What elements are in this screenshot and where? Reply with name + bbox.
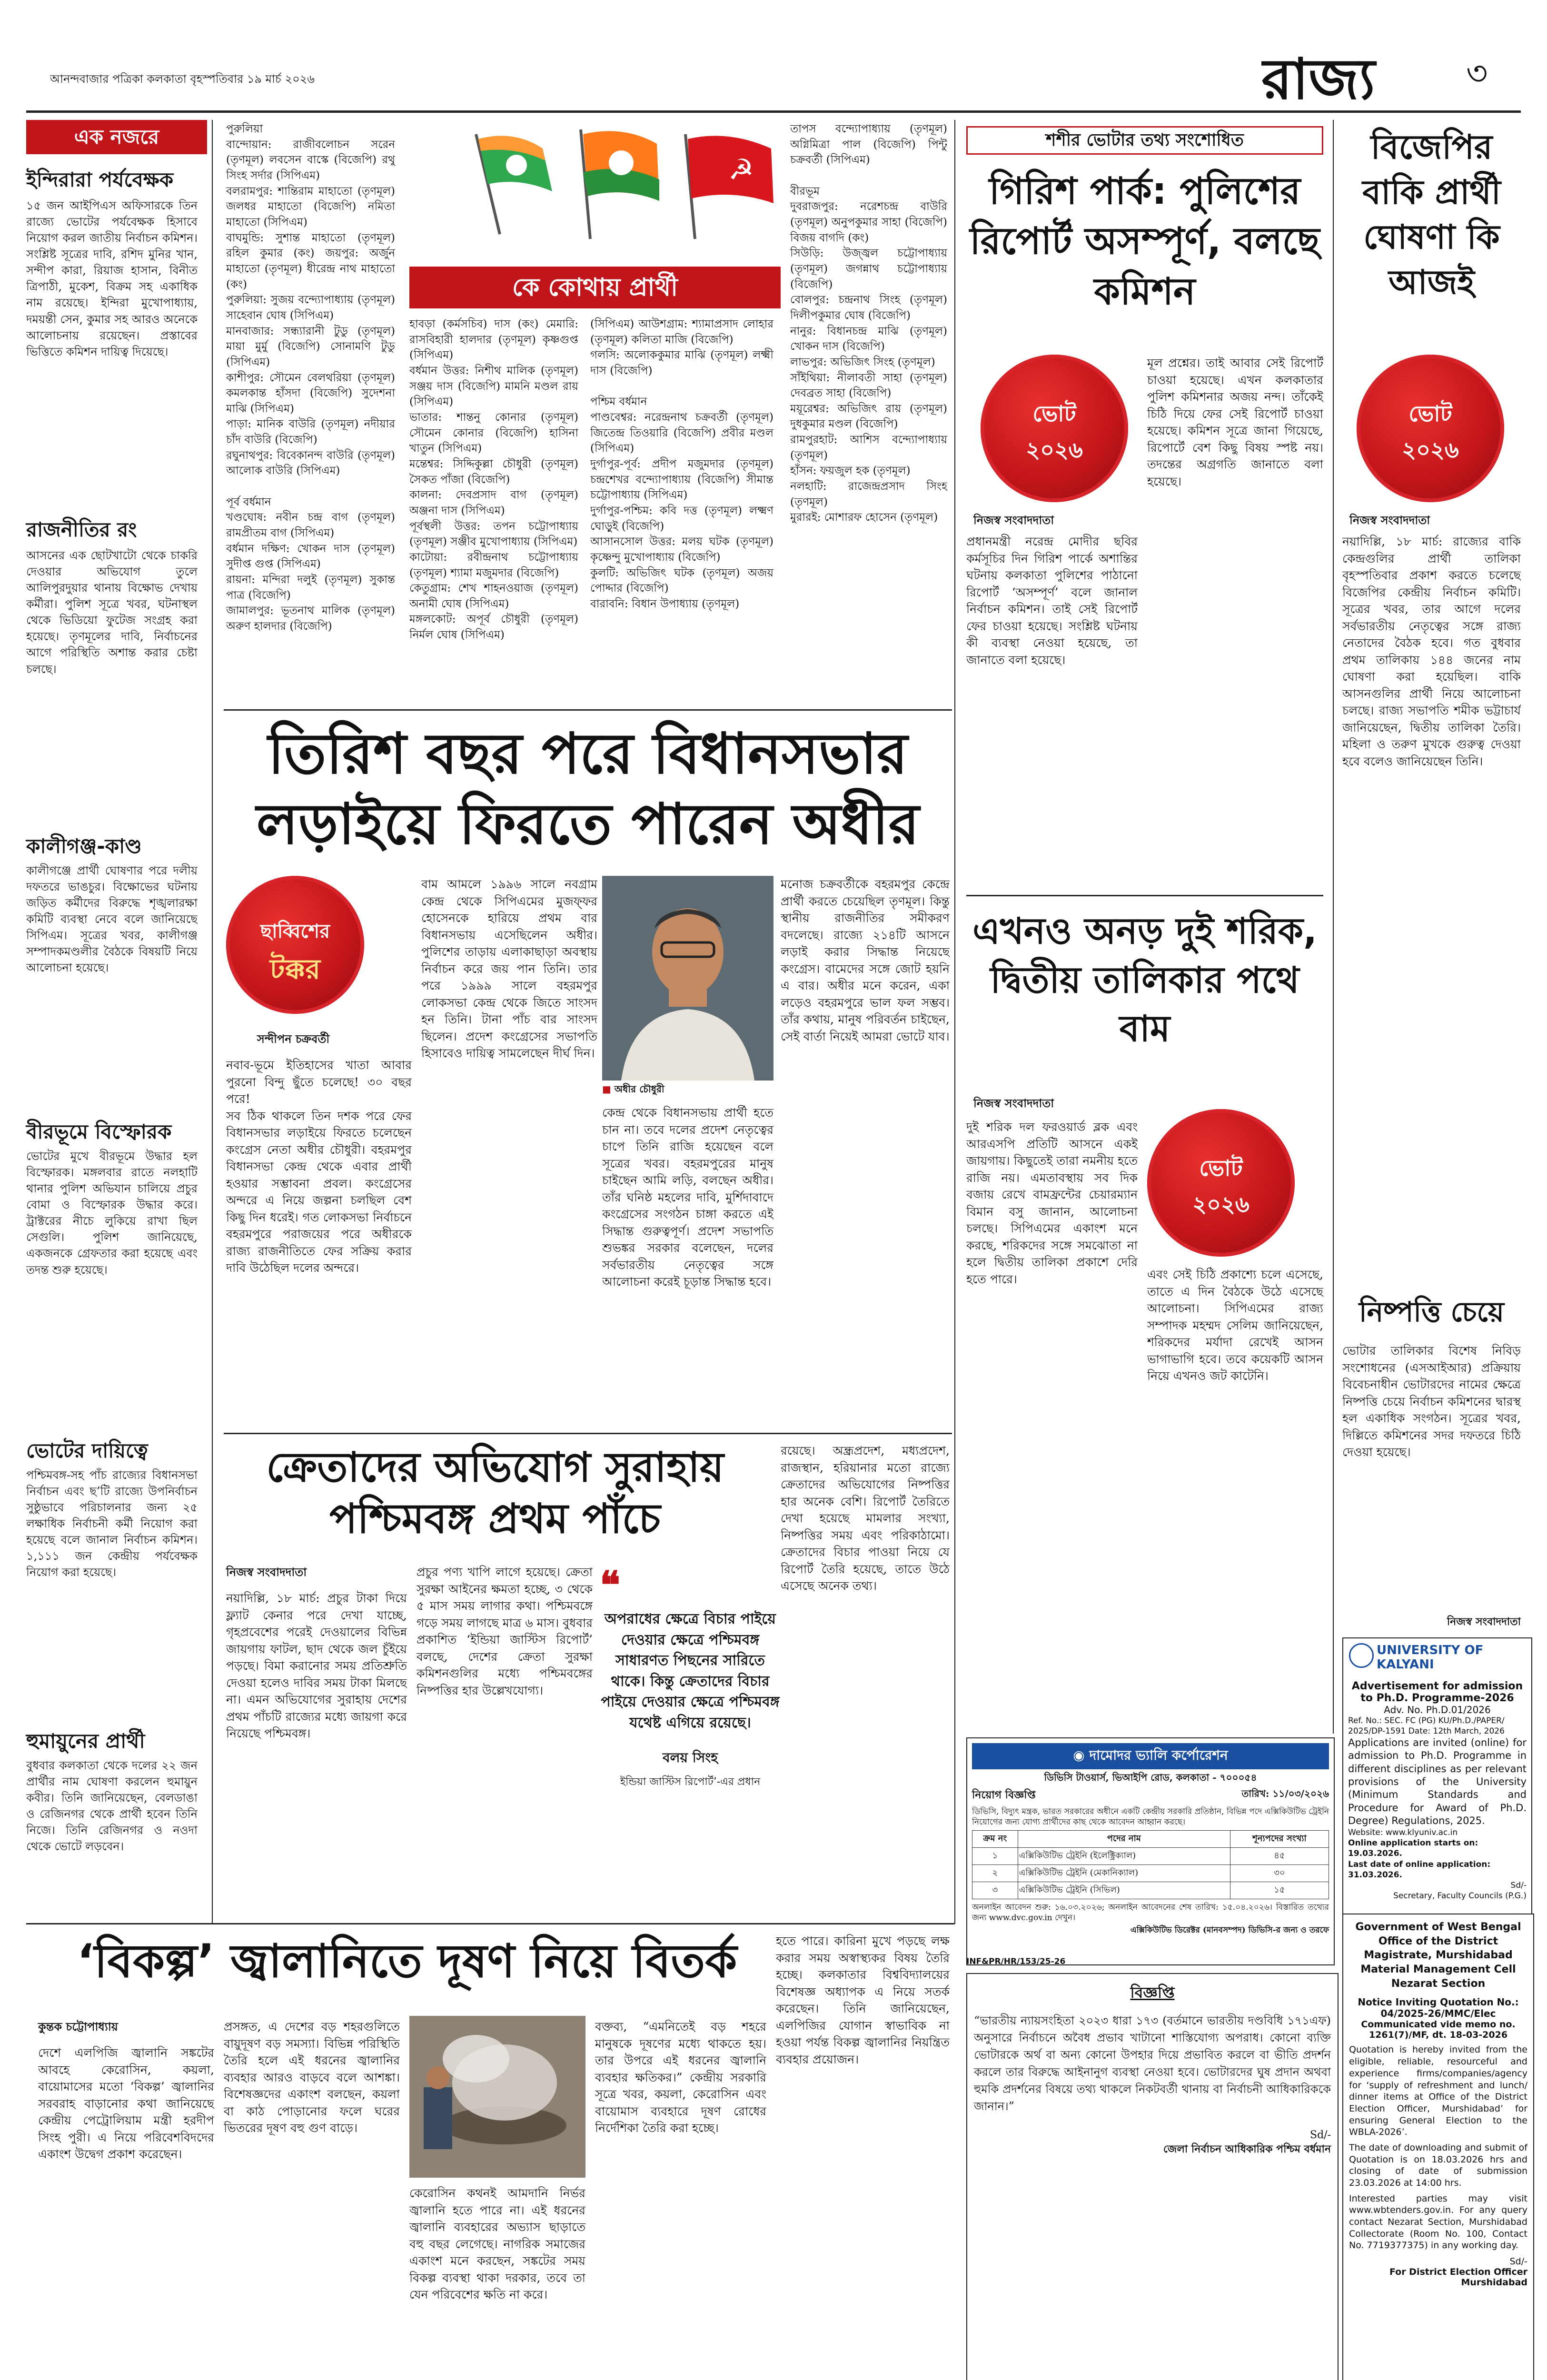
table-cell: ৩ (972, 1882, 1018, 1899)
consumer-headline: ক্রেতাদের অভিযোগ সুরাহায় পশ্চিমবঙ্গ প্রথম পাঁচে (266, 1444, 724, 1543)
svg-text:☭: ☭ (728, 153, 754, 187)
sidebar-body-2: আসনের এক ছোটখাটো থেকে চাকরি দেওয়ার অভিযোগ তুলে আলিপুরদুয়ার থানায় বিক্ষোভ দেখায় কর্মীরা। পুলিশ সূত্রে খবর, ঘটনাস্থল থেকে ভিডিয়ো ফুটেজ সংগ্রহ করা হয়েছে। তৃণমূলের দাবি, নির্বাচনের আগে পরিস্থিতি অশান্ত করার চেষ্টা চলছে। (26, 549, 198, 676)
bikalpa-col-a: দেশে এলপিজি জ্বালানি সঙ্কটের আবহে কেরোসিন, কয়লা, বায়োমাসের মতো ‘বিকল্প’ জ্বালানির সরবরাহ বাড়ানোর কথা জানিয়েছে কেন্দ্রীয় পেট্রোলিয়াম মন্ত্রী হরদীপ সিংহ পুরী। এ নিয়ে পরিবেশবিদদের একাংশ উদ্বেগ প্রকাশ করেছেন। (38, 2046, 214, 2161)
seal-kicker-bottom: টক্কর (269, 953, 321, 985)
murshidabad-ad-line-7: For District Election Officer Murshidabad (1389, 2267, 1527, 2288)
kalyani-ad (1342, 1637, 1532, 1915)
sidebar-heading-5: ভোটের দায়িত্বে (26, 1439, 148, 1462)
seal-text-vote: ভোট (1408, 401, 1452, 426)
sidebar-body-5: পশ্চিমবঙ্গ-সহ পাঁচ রাজ্যের বিধানসভা নির্বাচন এবং ছ’টি রাজ্যে উপনির্বাচন সুষ্ঠুভাবে পরিচালনার জন্য ২৫ লক্ষাধিক নির্বাচনী কর্মী নিয়োগ করা হয়েছে বলে জানাল নির্বাচন কমিশন। ১,১১১ জন কেন্দ্রীয় পর্যবেক্ষক নিয়োগ করা হয়েছে। (26, 1468, 198, 1579)
consumer-col-a: নয়াদিল্লি, ১৮ মার্চ: প্রচুর টাকা দিয়ে ফ্ল্যাট কেনার পরে দেখা যাচ্ছে, গৃহপ্রবেশের পরেই দেওয়ালের বিভিন্ন জায়গায় ফাটল, ছাদ থেকে জল চুঁইয়ে পড়ছে। বিমা করানোর সময় প্রতিশ্রুতি দেওয়া হলেও দাবির সময় টাকা মিলছে না। এমন অভিযোগের সুরাহায় দেশের প্রথম পাঁচটি রাজ্যের মধ্যে জায়গা করে নিয়েছে পশ্চিমবঙ্গ। (226, 1591, 407, 1740)
adhir-byline: সন্দীপন চক্রবর্তী (257, 1032, 330, 1046)
kalyani-ad-line-8: Last date of online application: 31.03.2026. (1348, 1859, 1491, 1880)
sidebar-body-3: কালীগঞ্জে প্রার্থী ঘোষণার পরে দলীয় দফতরে ভাঙচুর। বিক্ষোভের ঘটনায় জড়িত কর্মীদের বিরুদ্ধে শৃঙ্খলারক্ষা কমিটি ব্যবস্থা নেবে বলে জানিয়েছে সিপিএম। সূত্রের খবর, কালীগঞ্জ সম্পাদকমণ্ডলীর বৈঠকে বিষয়টি নিয়ে আলোচনা হয়েছে। (26, 864, 198, 975)
bjp-body: নয়াদিল্লি, ১৮ মার্চ: রাজ্যের বাকি কেন্দ্রগুলির প্রার্থী তালিকা বৃহস্পতিবার প্রকাশ করতে চলেছে বিজেপির কেন্দ্রীয় নির্বাচন কমিটি। সূত্রের খবর, তার আগে দলের সর্বভারতীয় নেতৃত্বের সঙ্গে রাজ্য নেতাদের বৈঠক হবে। গত বুধবার প্রথম তালিকায় ১৪৪ জনের নাম ঘোষণা করা হয়েছিল। বাকি আসনগুলির প্রার্থী নিয়ে আলোচনা চলছে। রাজ্য সভাপতি শমীক ভট্টাচার্য জানিয়েছেন, দ্বিতীয় তালিকা তৈরি। মহিলা ও তরুণ মুখকে গুরুত্ব দেওয়া হবে বলেও জানিয়েছেন তিনি। (1342, 535, 1521, 768)
sidebar-heading-4: বীরভূমে বিস্ফোরক (26, 1120, 172, 1143)
sidebar-body-1: ১৫ জন আইপিএস অফিসারকে তিন রাজ্যে ভোটের পর্যবেক্ষক হিসাবে নিয়োগ করল জাতীয় নির্বাচন কমিশন। সংশ্লিষ্ট সূত্রের দাবি, রশিদ মুনির খান, সন্দীপ কারা, রিয়াজ হাসান, বিনীত ত্রিপাঠী, মুকেশ, বিক্রম সহ একাধিক নাম রয়েছে। ইন্দিরা মুখোপাধ্যায়, দময়ন্তী সেন, কুমার সহ আরও অনেকে আলোচনায় রয়েছেন। প্রস্তাবের ভিত্তিতে কমিশন দায়িত্ব দিয়েছে। (26, 199, 198, 358)
dvc-ad (966, 1737, 1335, 1965)
nishpatti-body: ভোটার তালিকার বিশেষ নিবিড় সংশোধনের (এসআইআর) প্রক্রিয়ায় বিবেচনাধীন ভোটারদের নামের ক্ষেত্রে নিষ্পত্তি চেয়ে নির্বাচন কমিশনের দ্বারস্থ হল একাধিক সংগঠন। সূত্রের খবর, দিল্লিতে কমিশনের সদর দফতরে চিঠি দেওয়া হয়েছে। (1342, 1344, 1521, 1459)
adhir-photo-caption: ■ অধীর চৌধুরী (602, 1083, 664, 1095)
consumer-quote-role: ইন্ডিয়া জাস্টিস রিপোর্ট’-এর প্রধান (620, 1776, 761, 1788)
seal-text-year: ২০২৬ (1402, 437, 1459, 463)
bikalpa-col-d: বক্তব্য, “এমনিতেই বড় শহরে মানুষকে দূষণের মধ্যে থাকতে হয়। তার উপরে এই ধরনের জ্বালানি ব্যবহার ক্ষতিকর।” কেন্দ্রীয় সরকারি সূত্রে খবর, কয়লা, কেরোসিন এবং বায়োমাস ব্যবহারে দূষণ রোধের নির্দেশিকা তৈরি করা হচ্ছে। (595, 2020, 766, 2135)
notice-signature-mark: Sd/- (1310, 2129, 1331, 2141)
murshidabad-ad-line-4: The date of downloading and submit of Quotation is on 18.03.2026 hrs and closing of date of submission 23.03.2026 at 14:00 hrs. (1349, 2142, 1527, 2188)
table-cell: ১ (972, 1848, 1018, 1865)
murshidabad-ad-line-5: Interested parties may visit www.wbtenders.gov.in. For any query contact Nezarat Section, Murshidabad Collectorate (Room No. 100, Contact No. 7719377375) in any working day. (1349, 2193, 1527, 2251)
kalyani-ad-line-4: Ref. No.: SEC. FC (PG) KU/Ph.D./PAPER/ 2025/DP-1591 Date: 12th March, 2026 (1348, 1716, 1505, 1736)
ec-bottom-rule (966, 895, 1323, 896)
kalyani-ad-line-7: Online application starts on: 19.03.2026. (1348, 1838, 1478, 1859)
murshidabad-ad-line-2: Communicated vide memo no. 1261(7)/MF, dt. 18-03-2026 (1361, 2019, 1516, 2041)
consumer-quote-text: অপরাধের ক্ষেত্রে বিচার পাইয়ে দেওয়ার ক্ষেত্রে পশ্চিমবঙ্গ সাধারণত পিছনের সারিতে থাকে। কিন্তু ক্রেতাদের বিচার পাইয়ে দেওয়ার ক্ষেত্রে পশ্চিমবঙ্গ যথেষ্ট এগিয়ে রয়েছে। (601, 1611, 780, 1731)
bjp-byline: নিজস্ব সংবাদদাতা (1349, 514, 1430, 527)
bikalpa-headline: ‘বিকল্প’ জ্বালানিতে দূষণ নিয়ে বিতর্ক (77, 1934, 737, 1988)
left-front-headline: এখনও অনড় দুই শরিক, দ্বিতীয় তালিকার পথে বাম (972, 910, 1317, 1050)
bjp-headline: বিজেপির বাকি প্রার্থী ঘোষণা কি আজই (1362, 128, 1501, 302)
table-cell: ১৫ (1230, 1882, 1329, 1899)
kalyani-ad-line-2: to Ph.D. Programme-2026 (1360, 1692, 1514, 1704)
table-cell: ৩০ (1230, 1865, 1329, 1882)
adhir-headline: তিরিশ বছর পরে বিধানসভার লড়াইয়ে ফিরতে পারেন অধীর (256, 721, 920, 857)
adhir-portrait-image (602, 876, 774, 1081)
adhir-col-a: নবাব-ভূমে ইতিহাসের খাতা আবার পুরনো বিন্দু ছুঁতে চলেছে! ৩০ বছর পরে! সব ঠিক থাকলে তিন দশক পরে ফের বিধানসভার লড়াইয়ে ফিরতে চলেছেন কংগ্রেস নেতা অধীর চৌধুরী। বহরমপুর বিধানসভা কেন্দ্র থেকে এবার প্রার্থী হওয়ার সম্ভাবনা প্রবল। কংগ্রেসের অন্দরে এ নিয়ে জল্পনা চলছিল বেশ কিছু দিন ধরেই। গত লোকসভা নির্বাচনে বহরমপুরে পরাজয়ের পরে অধীরকে রাজ্য রাজনীতিতে ফের সক্রিয় করার দাবি উঠেছিল দলের অন্দরে। (226, 1058, 412, 1275)
kalyani-ad-line-6[interactable]: Website: www.klyuniv.ac.in (1348, 1828, 1458, 1838)
ec-top-label: শশীর ভোটার তথ্য সংশোধিত (966, 126, 1323, 155)
adhir-bottom-rule (224, 1433, 952, 1434)
dvc-ad-subtitle: নিয়োগ বিজ্ঞপ্তি (972, 1789, 1036, 1801)
left-front-col-b: এবং সেই চিঠি প্রকাশ্যে চলে এসেছে, তাতে এ দিন বৈঠকে উঠে এসেছে আলোচনা। সিপিএমের রাজ্য সম্পাদক মহম্মদ সেলিম জানিয়েছেন, শরিকদের মর্যাদা রেখেই আসন ভাগাভাগি হবে। তবে কয়েকটি আসন নিয়ে এখনও জট কাটেনি। (1147, 1268, 1323, 1383)
vote-2026-seal-1 (981, 355, 1128, 502)
murshidabad-ad-line-1: Notice Inviting Quotation No.: 04/2025-26/MMC/Elec (1358, 1996, 1519, 2020)
sidebar-body-4: ভোটের মুখে বীরভূমে উদ্ধার হল বিস্ফোরক। মঙ্গলবার রাতে নলহাটি থানার পুলিশ অভিযান চালিয়ে প্রচুর বোমা ও বিস্ফোরক উদ্ধার করে। ট্রাক্টরের নীচে লুকিয়ে রাখা ছিল সেগুলি। পুলিশ জানিয়েছে, একজনকে গ্রেফতার করা হয়েছে এবং তদন্ত শুরু হয়েছে। (26, 1150, 198, 1277)
table-header-cell: ক্রম নং (972, 1831, 1018, 1848)
bikalpa-col-e: হতে পারে। কারিনা মুখে পড়ছে লক্ষ করার সময় অস্বাস্থ্যকর বিষয় তৈরি হচ্ছে। কলকাতার বিশ্ববিদ্যালয়ের বিশেষজ্ঞ অধ্যাপক এ নিয়ে সতর্ক করেছেন। তিনি জানিয়েছেন, এলপিজির যোগান স্বাভাবিক না হওয়া পর্যন্ত বিকল্প জ্বালানির নিয়ন্ত্রিত ব্যবহার প্রয়োজন। (776, 1934, 950, 2066)
kalyani-ad-line-10: Secretary, Faculty Councils (P.G.) (1393, 1891, 1527, 1901)
adhir-photo (602, 876, 774, 1081)
table-header-cell: পদের নাম (1018, 1831, 1230, 1848)
ec-headline: গিরিশ পার্ক: পুলিশের রিপোর্ট অসম্পূর্ণ, বলছে কমিশন (970, 170, 1320, 313)
sidebar-body-6: বুধবার কলকাতা থেকে দলের ২২ জন প্রার্থীর নাম ঘোষণা করলেন হুমায়ুন কবীর। তিনি জানিয়েছেন, বেলডাঙা ও রেজিনগর থেকে প্রার্থী হবেন তিনি নিজে। তিনি রেজিনগর ও নওদা থেকে ভোটে লড়বেন। (26, 1759, 198, 1854)
ec-col-b: মূল প্রশ্নের। তাই আবার সেই রিপোর্ট চাওয়া হয়েছে। এখন কলকাতার পুলিশ কমিশনার অজয় নন্দ। তাঁকেই চিঠি দিয়ে ফের সেই রিপোর্ট চাওয়া হয়েছে। কমিশন সূত্রে জানা গিয়েছে, রিপোর্টে বেশ কিছু বিষয় স্পষ্ট নয়। তদন্তের অগ্রগতি জানাতে বলা হয়েছে। (1147, 356, 1323, 488)
masthead (0, 0, 1547, 117)
vote-2026-seal-3 (1357, 355, 1504, 502)
seal-text-year: ২০২৬ (1192, 1191, 1250, 1217)
sidebar-heading-2: রাজনীতির রং (26, 518, 137, 541)
sidebar-heading-3: কালীগঞ্জ-কাণ্ড (26, 834, 142, 858)
dvc-ad-intro: ডিভিসি, বিদ্যুৎ মন্ত্রক, ভারত সরকারের অধীনে একটি কেন্দ্রীয় সরকারি প্রতিষ্ঠান, বিভিন্ন পদে এক্সিকিউটিভ ট্রেইনি নিয়োগের জন্য যোগ্য প্রার্থীদের কাছ থেকে আবেদন আহ্বান করছে। (972, 1807, 1329, 1827)
candidates-banner-graphic (400, 120, 790, 272)
left-front-byline: নিজস্ব সংবাদদাতা (973, 1097, 1054, 1110)
dvc-ad-title: ◉ দামোদর ভ্যালি কর্পোরেশন (972, 1743, 1329, 1769)
notice-signature: জেলা নির্বাচন আধিকারিক পশ্চিম বর্ধমান (1163, 2143, 1331, 2155)
table-cell: এক্সিকিউটিভ ট্রেইনি (ইলেক্ট্রিক্যাল) (1018, 1848, 1230, 1865)
nishpatti-byline: নিজস্ব সংবাদদাতা (1447, 1616, 1521, 1628)
consumer-col-b: প্রচুর পণ্য খাপি লাগে হয়েছে। ক্রেতা সুরক্ষা আইনের ক্ষমতা হচ্ছে, ৩ থেকে ৫ মাস সময় লাগার কথা। পশ্চিমবঙ্গে গড়ে সময় লাগছে মাত্র ৬ মাস। বুধবার প্রকাশিত ‘ইন্ডিয়া জাস্টিস রিপোর্ট’ বলছে, দেশের ক্রেতা সুরক্ষা কমিশনগুলির মধ্যে পশ্চিমবঙ্গের নিষ্পত্তির হার উল্লেখযোগ্য। (416, 1565, 593, 1697)
murshidabad-ad-line-6: Sd/- (1509, 2256, 1527, 2267)
candidates-col-3: (সিপিএম) আউশগ্রাম: শ্যামাপ্রসাদ লোহার (তৃণমূল) কলিতা মাজি (বিজেপি) গলসি: অলোককুমার মাঝি (তৃণমূল) লক্ষ্মী দাস (বিজেপি) পশ্চিম বর্ধমান পাণ্ডবেশ্বর: নরেন্দ্রনাথ চক্রবর্তী (তৃণমূল) জিতেন্দ্র তিওয়ারি (বিজেপি) প্রবীর মণ্ডল (সিপিএম) দুর্গাপুর-পূর্ব: প্রদীপ মজুমদার (তৃণমূল) চন্দ্রশেখর বন্দ্যোপাধ্যায় (বিজেপি) সীমান্ত চট্টোপাধ্যায় (সিপিএম) দুর্গাপুর-পশ্চিম: কবি দত্ত (তৃণমূল) লক্ষ্মণ ঘোড়ুই (বিজেপি) আসানসোল উত্তর: মলয় ঘটক (তৃণমূল) কৃষ্ণেন্দু মুখোপাধ্যায় (বিজেপি) কুলটি: অভিজিৎ ঘটক (তৃণমূল) অজয় পোদ্দার (বিজেপি) বারাবনি: বিধান উপাধ্যায় (তৃণমূল) (590, 318, 774, 610)
notice-body: “ভারতীয় ন্যায়সংহিতা ২০২৩ ধারা ১৭৩ (বর্তমানে ভারতীয় দণ্ডবিধি ১৭১এফ) অনুসারে নির্বাচনে অবৈধ প্রভাব খাটানো শাস্তিযোগ্য অপরাধ। কোনো ব্যক্তি ভোটারকে অর্থ বা অন্য কোনো উপহার দিয়ে প্রভাবিত করলে বা ভীতি প্রদর্শন করলে তার বিরুদ্ধে আইনানুগ ব্যবস্থা নেওয়া হবে। ভোটারদের ঘুষ প্রদান অথবা হুমকি প্রদর্শনের বিষয়ে তথ্য থাকলে নিকটবর্তী থানায় বা নির্বাচনী আধিকারিককে জানান।” (974, 2014, 1331, 2113)
vote-2026-seal-2 (1147, 1109, 1295, 1257)
dvc-ad-address: ডিভিসি টাওয়ার্স, ভিআইপি রোড, কলকাতা - ৭০০০৫৪ (1044, 1772, 1257, 1783)
sidebar-heading-1: ইন্দিরারা পর্যবেক্ষক (26, 168, 174, 191)
dvc-ad-ref: INF&PR/HR/153/25-26 (966, 1957, 1066, 1966)
dvc-ad-footer: অনলাইন আবেদন শুরু: ১৬.০৩.২০২৬; অনলাইন আবেদনের শেষ তারিখ: ১৫.০৪.২০২৬। বিস্তারিত তথ্যের জন্য www.dvc.gov.in দেখুন। (972, 1903, 1329, 1923)
bikalpa-byline: কুন্তক চট্টোপাধ্যায় (38, 2020, 118, 2033)
ec-col-a: প্রধানমন্ত্রী নরেন্দ্র মোদীর ছবির কর্মসূচির দিন গিরিশ পার্কে অশান্তির ঘটনায় কলকাতা পুলিশের পাঠানো রিপোর্ট ‘অসম্পূর্ণ’ বলে জানাল নির্বাচন কমিশন। তাই সেই রিপোর্ট ফের চাওয়া হয়েছে। সংশ্লিষ্ট ঘটনায় কী ব্যবস্থা নেওয়া হয়েছে, তা জানাতে বলা হয়েছে। (966, 535, 1138, 667)
kalyani-ad-line-9: Sd/- (1510, 1880, 1527, 1890)
caption-marker-icon: ■ (602, 1083, 615, 1095)
candidates-col-1: পুরুলিয়া বান্দোয়ান: রাজীবলোচন সরেন (তৃণমূল) লবসেন বাস্কে (বিজেপি) রথু সিংহ সর্দার (সিপিএম) বলরামপুর: শান্তিরাম মাহাতো (তৃণমূল) জলধর মাহাতো (বিজেপি) নমিতা মাহাতো (সিপিএম) বাঘমুন্ডি: সুশান্ত মাহাতো (তৃণমূল) রহিল কুমার (কং) জয়পুর: অর্জুন মাহাতো (তৃণমূল) ধীরেন্দ্র নাথ মাহাতো (কং) পুরুলিয়া: সুজয় বন্দ্যোপাধ্যায় (তৃণমূল) সাহেবান ঘোষ (সিপিএম) মানবাজার: সন্ধ্যারানী টুডু (তৃণমূল) মায়া মুর্মু (বিজেপি) সোনামণি টুডু (সিপিএম) কাশীপুর: সৌমেন বেলথরিয়া (তৃণমূল) কমলকান্ত হাঁসদা (বিজেপি) সুদেশনা মাঝি (সিপিএম) পাড়া: মানিক বাউরি (তৃণমূল) নদীয়ার চাঁদ বাউরি (বিজেপি) রঘুনাথপুর: বিবেকানন্দ বাউরি (তৃণমূল) আলোক বাউরি (সিপিএম) পূর্ব বর্ধমান খণ্ডঘোষ: নবীন চন্দ্র বাগ (তৃণমূল) রামপ্রীতম বাগ (সিপিএম) বর্ধমান দক্ষিণ: খোকন দাস (তৃণমূল) সুদীপ্ত গুপ্ত (সিপিএম) রায়না: মন্দিরা দলুই (তৃণমূল) সুকান্ত পাত্র (বিজেপি) জামালপুর: ভূতনাথ মালিক (তৃণমূল) অরুণ হালদার (বিজেপি) (226, 123, 395, 633)
murshidabad-ad-line-3: Quotation is hereby invited from the eligible, reliable, resourceful and experience firms/companies/agency for ‘supply of refreshment and lunch/ dinner items at Office of the District Election Officer, Murshidabad’ for ensuring General Election to the WBLA-2026’. (1349, 2044, 1527, 2138)
bikalpa-col-c: কেরোসিন কথনই আমদানি নির্ভর জ্বালানি হতে পারে না। এই ধরনের জ্বালানি ব্যবহারের অভ্যাস ছাড়াতে বহু বছর লেগেছে। নাগরিক সমাজের একাংশ মনে করছেন, সঙ্কটের সময় বিকল্প ব্যবস্থা থাকা দরকার, তবে তা যেন পরিবেশের ক্ষতি না করে। (409, 2186, 585, 2301)
table-row (972, 1865, 1329, 1882)
candidates-col-4: তাপস বন্দ্যোপাধ্যায় (তৃণমূল) অগ্নিমিত্রা পাল (বিজেপি) পিন্টু চক্রবর্তী (সিপিএম) বীরভূম দুবরাজপুর: নরেশচন্দ্র বাউরি (তৃণমূল) অনুপকুমার সাহা (বিজেপি) বিজয় বাগদি (কং) সিউড়ি: উজ্জ্বল চট্টোপাধ্যায় (তৃণমূল) জগন্নাথ চট্টোপাধ্যায় (বিজেপি) বোলপুর: চন্দ্রনাথ সিংহ (তৃণমূল) দিলীপকুমার ঘোষ (বিজেপি) নানুর: বিধানচন্দ্র মাঝি (তৃণমূল) খোকন দাস (বিজেপি) লাভপুর: অভিজিৎ সিংহ (তৃণমূল) সাঁইথিয়া: নীলাবতী সাহা (তৃণমূল) দেবব্রত সাহা (বিজেপি) ময়ূরেশ্বর: অভিজিৎ রায় (তৃণমূল) দুধকুমার মণ্ডল (বিজেপি) রামপুরহাট: আশিস বন্দ্যোপাধ্যায় (তৃণমূল) হাঁসন: ফয়জুল হক (তৃণমূল) নলহাটি: রাজেন্দ্রপ্রসাদ সিংহ (তৃণমূল) মুরারই: মোশারফ হোসেন (তৃণমূল) (790, 123, 947, 524)
dvc-ad-signature: এক্সিকিউটিভ ডিরেক্টর (মানবসম্পদ) ডিভিসি-র জন্য ও তরফে (1130, 1925, 1329, 1935)
adhir-col-d: মনোজ চক্রবর্তীকে বহরমপুর কেন্দ্রে প্রার্থী করতে চেয়েছিল তৃণমূল। কিন্তু স্থানীয় রাজনীতির সমীকরণ বদলেছে। রাজ্যে ২১৪টি আসনে লড়াই করার সিদ্ধান্ত নিয়েছে কংগ্রেস। বামেদের সঙ্গে জোট হয়নি এ বার। অধীর মনে করেন, একা লড়েও বহরমপুরে ভাল ফল সম্ভব। তাঁর কথায়, মানুষ পরিবর্তন চাইছেন, সেই বার্তা নিয়েই আমরা ভোটে যাব। (781, 877, 950, 1043)
adhir-col-c: কেন্দ্র থেকে বিধানসভায় প্রার্থী হতে চান না। তবে দলের প্রদেশ নেতৃত্বের চাপে তিনি রাজি হয়েছেন বলে সূত্রের খবর। বহরমপুরের মানুষ চাইছেন আমি লড়ি, বলছেন অধীর। তাঁর ঘনিষ্ঠ মহলের দাবি, মুর্শিদাবাদে কংগ্রেসের সংগঠন চাঙ্গা করতে এই সিদ্ধান্ত গুরুত্বপূর্ণ। প্রদেশ সভাপতি শুভঙ্কর সরকার বলেছেন, দলের সর্বভারতীয় নেতৃত্বের সঙ্গে আলোচনা করেই চূড়ান্ত সিদ্ধান্ত হবে। (602, 1106, 774, 1289)
murshidabad-ad (1342, 1914, 1534, 2380)
right-inner-divider (1333, 120, 1334, 1734)
ec-byline: নিজস্ব সংবাদদাতা (973, 514, 1054, 527)
seal-text-year: ২০২৬ (1026, 437, 1083, 463)
dvc-ad-date: তারিখ: ১১/০৩/২০২৬ (1241, 1788, 1329, 1799)
table-row (972, 1848, 1329, 1865)
table-cell: এক্সিকিউটিভ ট্রেইনি (মেকানিক্যাল) (1018, 1865, 1230, 1882)
seal-text-vote: ভোট (1199, 1155, 1243, 1181)
cooking-smoke-image (409, 2016, 585, 2178)
seal-text-vote: ভোট (1032, 401, 1076, 426)
section-title: রাজ্য (1261, 46, 1375, 107)
murshidabad-ad-title: Government of West Bengal Office of the District Magistrate, Murshidabad Material Management Cell Nezarat Section (1355, 1921, 1521, 1990)
page-number: ৩ (1466, 54, 1488, 93)
table-cell: ২ (972, 1865, 1018, 1882)
sidebar-divider (212, 120, 213, 1924)
kalyani-ad-title: UNIVERSITY OF KALYANI (1377, 1643, 1484, 1672)
party-flags-illustration (400, 120, 790, 272)
table-cell: ৪৫ (1230, 1848, 1329, 1865)
dvc-logo-icon: ◉ (1073, 1747, 1090, 1763)
bikalpa-photo (409, 2016, 585, 2178)
table-cell: এক্সিকিউটিভ ট্রেইনি (সিভিল) (1018, 1882, 1230, 1899)
dvc-ad-header-row (972, 1787, 1329, 1805)
notice-title: বিজ্ঞপ্তি (1130, 1983, 1175, 2002)
quote-mark-icon: ❝ (600, 1566, 621, 1607)
nishpatti-headline: নিষ্পত্তি চেয়ে (1359, 1296, 1504, 1328)
dvc-vacancy-table (972, 1830, 1329, 1899)
masthead-info: আনন্দবাজার পত্রিকা কলকাতা বৃহস্পতিবার ১৯ মার্চ ২০২৬ (50, 72, 315, 86)
table-row (972, 1882, 1329, 1899)
consumer-col-c: রয়েছে। অন্ধ্রপ্রদেশ, মধ্যপ্রদেশ, রাজস্থান, হরিয়ানার মতো রাজ্যে ক্রেতাদের অভিযোগের নিষ্পত্তির হার অনেক বেশি। রিপোর্ট তৈরিতে দেখা হয়েছে মামলার সংখ্যা, নিষ্পত্তির সময় এবং পরিকাঠামো। ক্রেতাদের বিচার পাওয়া নিয়ে যে রিপোর্ট তৈরি হয়েছে, তাতে উঠে এসেছে অনেক তথ্য। (781, 1444, 950, 1593)
candidates-banner: কে কোথায় প্রার্থী (409, 267, 781, 308)
consumer-bottom-rule (26, 1923, 954, 1924)
kalyani-ad-line-5: Applications are invited (online) for admission to Ph.D. Programme in different disciplines as per relevant provisions of the University (Minimum Standards and Procedure for Award of Ph.D. Degree) Regulations, 2025. (1348, 1737, 1527, 1826)
sidebar-title: এক নজরে (26, 120, 207, 154)
sidebar-heading-6: হুমায়ুনের প্রার্থী (26, 1729, 145, 1753)
consumer-quote-box (600, 1566, 781, 1899)
consumer-byline: নিজস্ব সংবাদদাতা (226, 1566, 307, 1579)
candidates-col-2: হাবড়া (কর্মসচিব) দাস (কং) মেমারি: রাসবিহারী হালদার (তৃণমূল) কৃষ্ণগুপ্ত (সিপিএম) বর্ধমান উত্তর: নিশীথ মালিক (তৃণমূল) সঞ্জয় দাস (বিজেপি) মামনি মণ্ডল রায় (সিপিএম) ভাতার: শান্তনু কোনার (তৃণমূল) সৌমেন কোনার (বিজেপি) হাসিনা খাতুন (সিপিএম) মন্তেশ্বর: সিদ্দিকুল্লা চৌধুরী (তৃণমূল) সৈকত পাঁজা (বিজেপি) কালনা: দেবপ্রসাদ বাগ (তৃণমূল) অঞ্জনা দাস (সিপিএম) পূর্বস্থলী উত্তর: তপন চট্টোপাধ্যায় (তৃণমূল) সঞ্জীব মুখোপাধ্যায় (সিপিএম) কাটোয়া: রবীন্দ্রনাথ চট্টোপাধ্যায় (তৃণমূল) শ্যামা মজুমদার (বিজেপি) কেতুগ্রাম: শেখ শাহনওয়াজ (তৃণমূল) অনামী ঘোষ (সিপিএম) মঙ্গলকোট: অপূর্ব চৌধুরী (তৃণমূল) নির্মল ঘোষ (সিপিএম) (409, 318, 578, 642)
chabbisher-takkar-seal (226, 876, 364, 1014)
table-header-cell: শূন্যপদের সংখ্যা (1230, 1831, 1329, 1848)
adhir-col-b: বাম আমলে ১৯৯৬ সালে নবগ্রাম কেন্দ্র থেকে সিপিএমের মুজফ্ফর হোসেনকে হারিয়ে প্রথম বার বিধানসভায় এসেছিলেন অধীর। পুলিশের তাড়ায় এলাকাছাড়া অবস্থায় নির্বাচন করে জয় পান তিনি। তার পরে ১৯৯৯ সালে বহরমপুর লোকসভা কেন্দ্র থেকে জিতে সাংসদ হন তিনি। টানা পাঁচ বার সাংসদ ছিলেন। প্রদেশ কংগ্রেসের সভাপতি হিসাবেও দায়িত্ব সামলেছেন দীর্ঘ দিন। (421, 877, 597, 1060)
election-notice-ad (966, 1973, 1339, 2380)
center-column-divider (954, 120, 955, 1924)
bikalpa-col-b: প্রসঙ্গত, এ দেশের বড় শহরগুলিতে বায়ুদূষণ বড় সমস্যা। বিভিন্ন পরিস্থিতি তৈরি হলে এই ধরনের জ্বালানির ব্যবহার আরও বাড়বে বলে আশঙ্কা। বিশেষজ্ঞদের একাংশ বলছেন, কয়লা বা কাঠ পোড়ানোর ফলে ঘরের ভিতরের দূষণ বহু গুণ বাড়ে। (224, 2020, 400, 2135)
left-front-col-a: দুই শরিক দল ফরওয়ার্ড ব্লক এবং আরএসপি প্রতিটি আসনে একই জায়গায়। কিছুতেই তারা নমনীয় হতে রাজি নয়। এমতাবস্থায় সব দিক বজায় রেখে বামফ্রন্টের চেয়ারম্যান বিমান বসু জানান, আলোচনা চলছে। সিপিএমের একাংশ মনে করছে, শরিকদের সঙ্গে সমঝোতা না হলে দ্বিতীয় তালিকা প্রকাশে দেরি হতে পারে। (966, 1120, 1138, 1286)
kalyani-ad-line-1: Advertisement for admission (1351, 1680, 1523, 1692)
masthead-rule (26, 110, 1521, 113)
kalyani-ad-line-3: Adv. No. Ph.D.01/2026 (1384, 1704, 1491, 1716)
table-header-row (972, 1831, 1329, 1848)
consumer-quote-author: বলয় সিংহ (663, 1750, 718, 1765)
seal-kicker-top: ছাব্বিশের (260, 921, 330, 942)
candidates-bottom-rule (224, 709, 952, 711)
kalyani-logo-icon (1349, 1643, 1374, 1668)
